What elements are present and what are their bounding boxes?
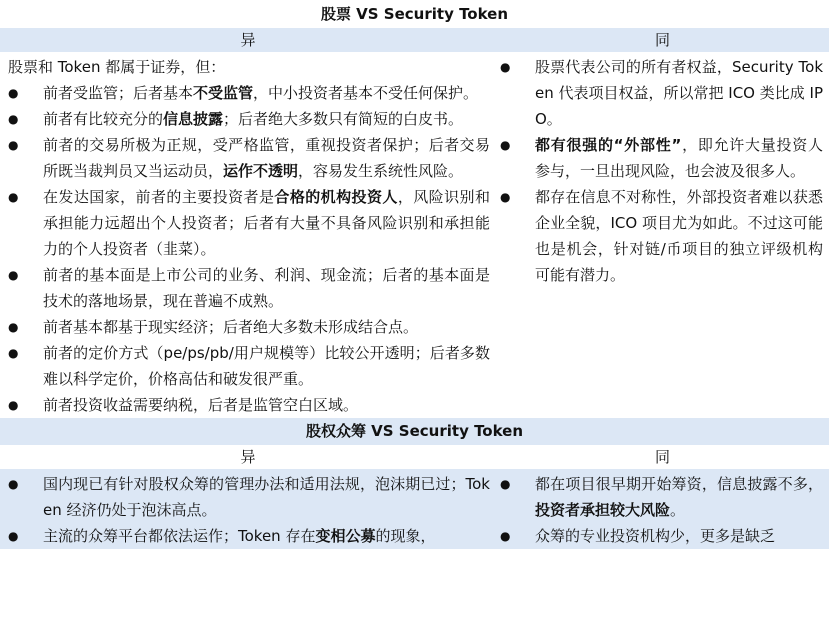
bold-run: 信息披露 [163, 110, 224, 128]
bullet-item [500, 184, 823, 288]
bullet-icon [500, 184, 535, 288]
text-run: 国内现已有针对股权众筹的管理办法和适用法规，泡沫期已过；Token 经济仍处于泡沫高点。 [43, 475, 490, 519]
bold-run: 变相公募 [315, 527, 376, 545]
bullet-icon [500, 54, 535, 132]
bullet-item [500, 523, 823, 549]
diff-list [8, 80, 490, 418]
bullet-text [535, 523, 823, 549]
section2-diff-column [0, 469, 496, 549]
same-header: 同 [654, 31, 670, 49]
bullet-icon [8, 314, 43, 340]
bullet-item [8, 184, 490, 262]
bullet-item [8, 80, 490, 106]
text-run: ，容易发生系统性风险。 [298, 162, 464, 180]
text-run: 。 [670, 501, 686, 519]
bullet-item [8, 262, 490, 314]
text-run: 的现象， [375, 527, 436, 545]
text-run: 前者受监管；后者基本 [43, 84, 194, 102]
section-title-stock-vs-token: 股票 VS Security Token [0, 0, 829, 28]
bullet-item [8, 392, 490, 418]
diff-header: 异 [240, 448, 256, 466]
section2-column-headers [0, 445, 829, 469]
text-run: 都存在信息不对称性，外部投资者难以获悉企业全貌，ICO 项目尤为如此。不过这可能也是机会，针对链/币项目的独立评级机构可能有潜力。 [535, 188, 823, 284]
bullet-icon [8, 184, 43, 262]
bullet-icon [8, 80, 43, 106]
bullet-icon [8, 392, 43, 418]
text-run: 众筹的专业投资机构少，更多是缺乏 [535, 527, 776, 545]
bullet-text [43, 523, 490, 549]
text-run: 前者有比较充分的 [43, 110, 164, 128]
bullet-text [43, 314, 490, 340]
diff-list [8, 471, 490, 549]
bullet-item [8, 106, 490, 132]
section2-same-column [496, 469, 829, 549]
bullet-text [43, 132, 490, 184]
bullet-text [535, 132, 823, 184]
bullet-icon [8, 106, 43, 132]
bullet-icon [8, 262, 43, 314]
bullet-text [43, 471, 490, 523]
text-run: 前者的定价方式（pe/ps/pb/用户规模等）比较公开透明；后者多数难以科学定价，价格高估和破发很严重。 [43, 344, 490, 388]
bullet-text [43, 106, 490, 132]
text-run: 前者的基本面是上市公司的业务、利润、现金流；后者的基本面是技术的落地场景，现在普遍不成熟。 [43, 266, 490, 310]
bullet-item [8, 471, 490, 523]
text-run: 前者的交易所极为正规，受严格监管，重视投资者保护；后者交易所既当裁判员又当运动员， [43, 136, 490, 180]
bold-run: 不受监管 [193, 84, 254, 102]
section1-diff-column [0, 52, 496, 418]
bullet-item [8, 523, 490, 549]
section1-column-headers [0, 28, 829, 52]
text-run: 在发达国家，前者的主要投资者是 [43, 188, 275, 206]
bullet-icon [8, 523, 43, 549]
bullet-item [500, 54, 823, 132]
bullet-text [43, 340, 490, 392]
bullet-item [8, 340, 490, 392]
bold-run: 都有很强的“外部性” [535, 136, 682, 154]
bullet-item [8, 132, 490, 184]
bullet-text [43, 184, 490, 262]
section-title-equity-crowdfunding-vs-token: 股权众筹 VS Security Token [0, 418, 829, 445]
bullet-text [535, 184, 823, 288]
intro-text: 股票和 Token 都属于证券，但： [8, 58, 226, 76]
text-run: 前者投资收益需要纳税，后者是监管空白区域。 [43, 396, 359, 414]
bullet-item [500, 471, 823, 523]
bullet-icon [500, 471, 535, 523]
diff-header: 异 [240, 31, 256, 49]
bullet-icon [8, 132, 43, 184]
bullet-icon [8, 340, 43, 392]
section1-body [0, 52, 829, 418]
section2-body [0, 469, 829, 549]
text-run: 股票代表公司的所有者权益，Security Token 代表项目权益，所以常把 ICO 类比成 IPO。 [535, 58, 823, 128]
bullet-text [43, 262, 490, 314]
text-run: 主流的众筹平台都依法运作；Token 存在 [43, 527, 316, 545]
section1-same-column [496, 52, 829, 418]
bullet-icon [8, 471, 43, 523]
text-run: ，即允许大量投资人参与，一旦出现风险，也会波及很多人。 [535, 136, 823, 180]
bold-run: 投资者承担较大风险 [535, 501, 671, 519]
same-list [500, 471, 823, 549]
bullet-text [535, 54, 823, 132]
bullet-item [500, 132, 823, 184]
text-run: ，中小投资者基本不受任何保护。 [253, 84, 479, 102]
text-run: 前者基本都基于现实经济；后者绝大多数未形成结合点。 [43, 318, 419, 336]
bullet-text [43, 392, 490, 418]
bullet-text [535, 471, 823, 523]
same-list [500, 54, 823, 288]
bullet-icon [500, 523, 535, 549]
text-run: ；后者绝大多数只有简短的白皮书。 [223, 110, 464, 128]
bullet-item [8, 314, 490, 340]
bold-run: 合格的机构投资人 [274, 188, 398, 206]
bullet-text [43, 80, 490, 106]
text-run: 都在项目很早期开始筹资，信息披露不多， [535, 475, 823, 493]
same-header: 同 [654, 448, 670, 466]
text-run: ，风险识别和承担能力远超出个人投资者；后者有大量不具备风险识别和承担能力的个人投资者（韭菜）。 [43, 188, 490, 258]
bullet-icon [500, 132, 535, 184]
bold-run: 运作不透明 [223, 162, 299, 180]
